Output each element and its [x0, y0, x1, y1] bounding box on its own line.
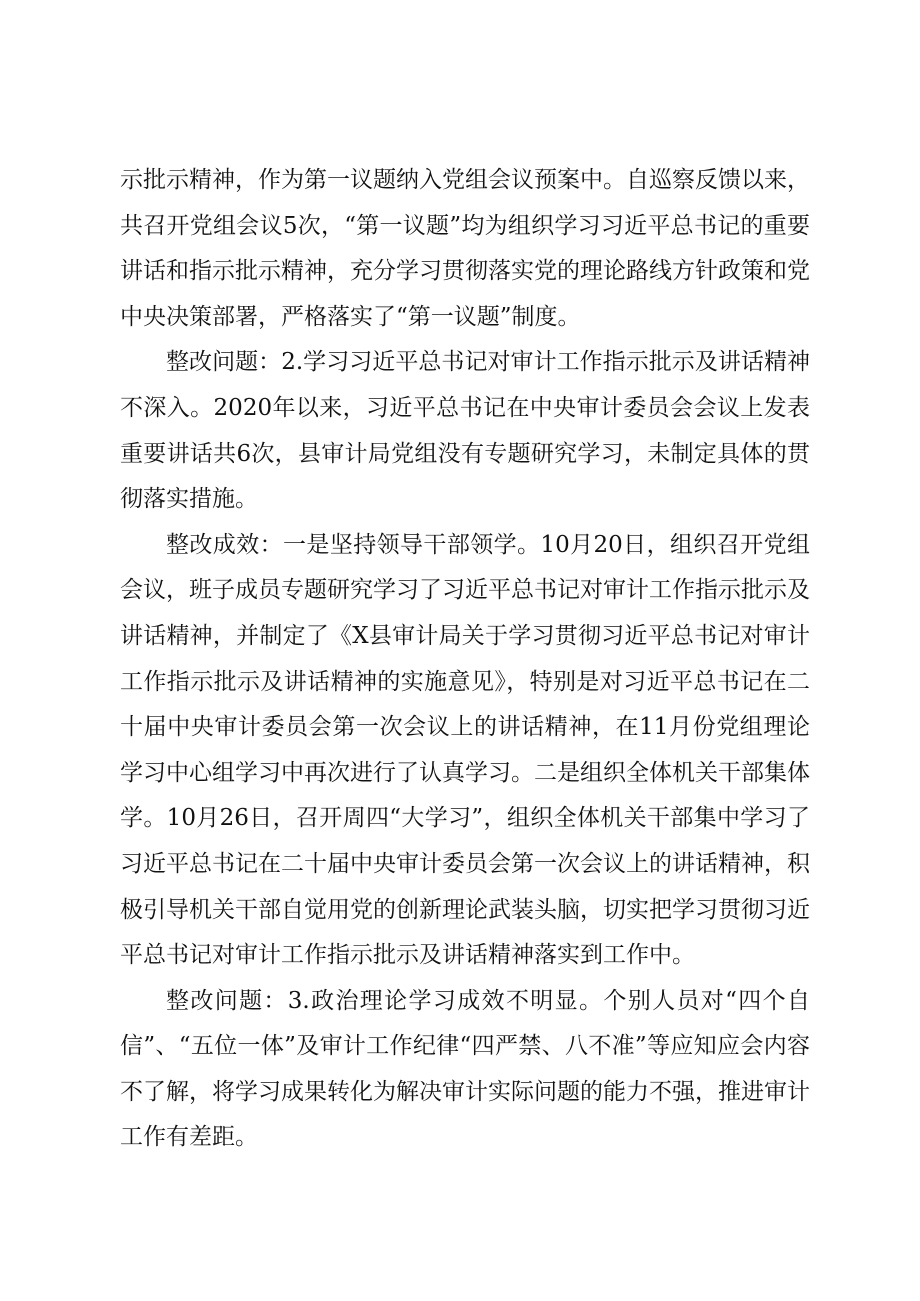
- document-body: [120, 158, 810, 1161]
- paragraph-rectification-result: 整改成效：一是坚持领导干部领学。10月20日，组织召开党组会议，班子成员专题研究学习了习近平总书记对审计工作指示批示及讲话精神，并制定了《X县审计局关于学习贯彻习近平总书记对审计工作指示批示及讲话精神的实施意见》，特别是对习近平总书记在二十届中央审计委员会第一次会议上的讲话精神，在11月份党组理论学习中心组学习中再次进行了认真学习。二是组织全体机关干部集体学。10月26日，召开周四“大学习”，组织全体机关干部集中学习了习近平总书记在二十届中央审计委员会第一次会议上的讲话精神，积极引导机关干部自觉用党的创新理论武装头脑，切实把学习贯彻习近平总书记对审计工作指示批示及讲话精神落实到工作中。: [120, 531, 810, 969]
- paragraph-rectification-issue-3: 整改问题：3.政治理论学习成效不明显。个别人员对“四个自信”、“五位一体”及审计工作纪律“四严禁、八不准”等应知应会内容不了解，将学习成果转化为解决审计实际问题的能力不强，推进审计工作有差距。: [120, 987, 810, 1151]
- paragraph-continuation: 示批示精神，作为第一议题纳入党组会议预案中。自巡察反馈以来，共召开党组会议5次，“第一议题”均为组织学习习近平总书记的重要讲话和指示批示精神，充分学习贯彻落实党的理论路线方针政策和党中央决策部署，严格落实了“第一议题”制度。: [120, 167, 810, 330]
- paragraph-rectification-issue-2: 整改问题：2.学习习近平总书记对审计工作指示批示及讲话精神不深入。2020年以来，习近平总书记在中央审计委员会会议上发表重要讲话共6次，县审计局党组没有专题研究学习，未制定具体的贯彻落实措施。: [120, 349, 810, 513]
